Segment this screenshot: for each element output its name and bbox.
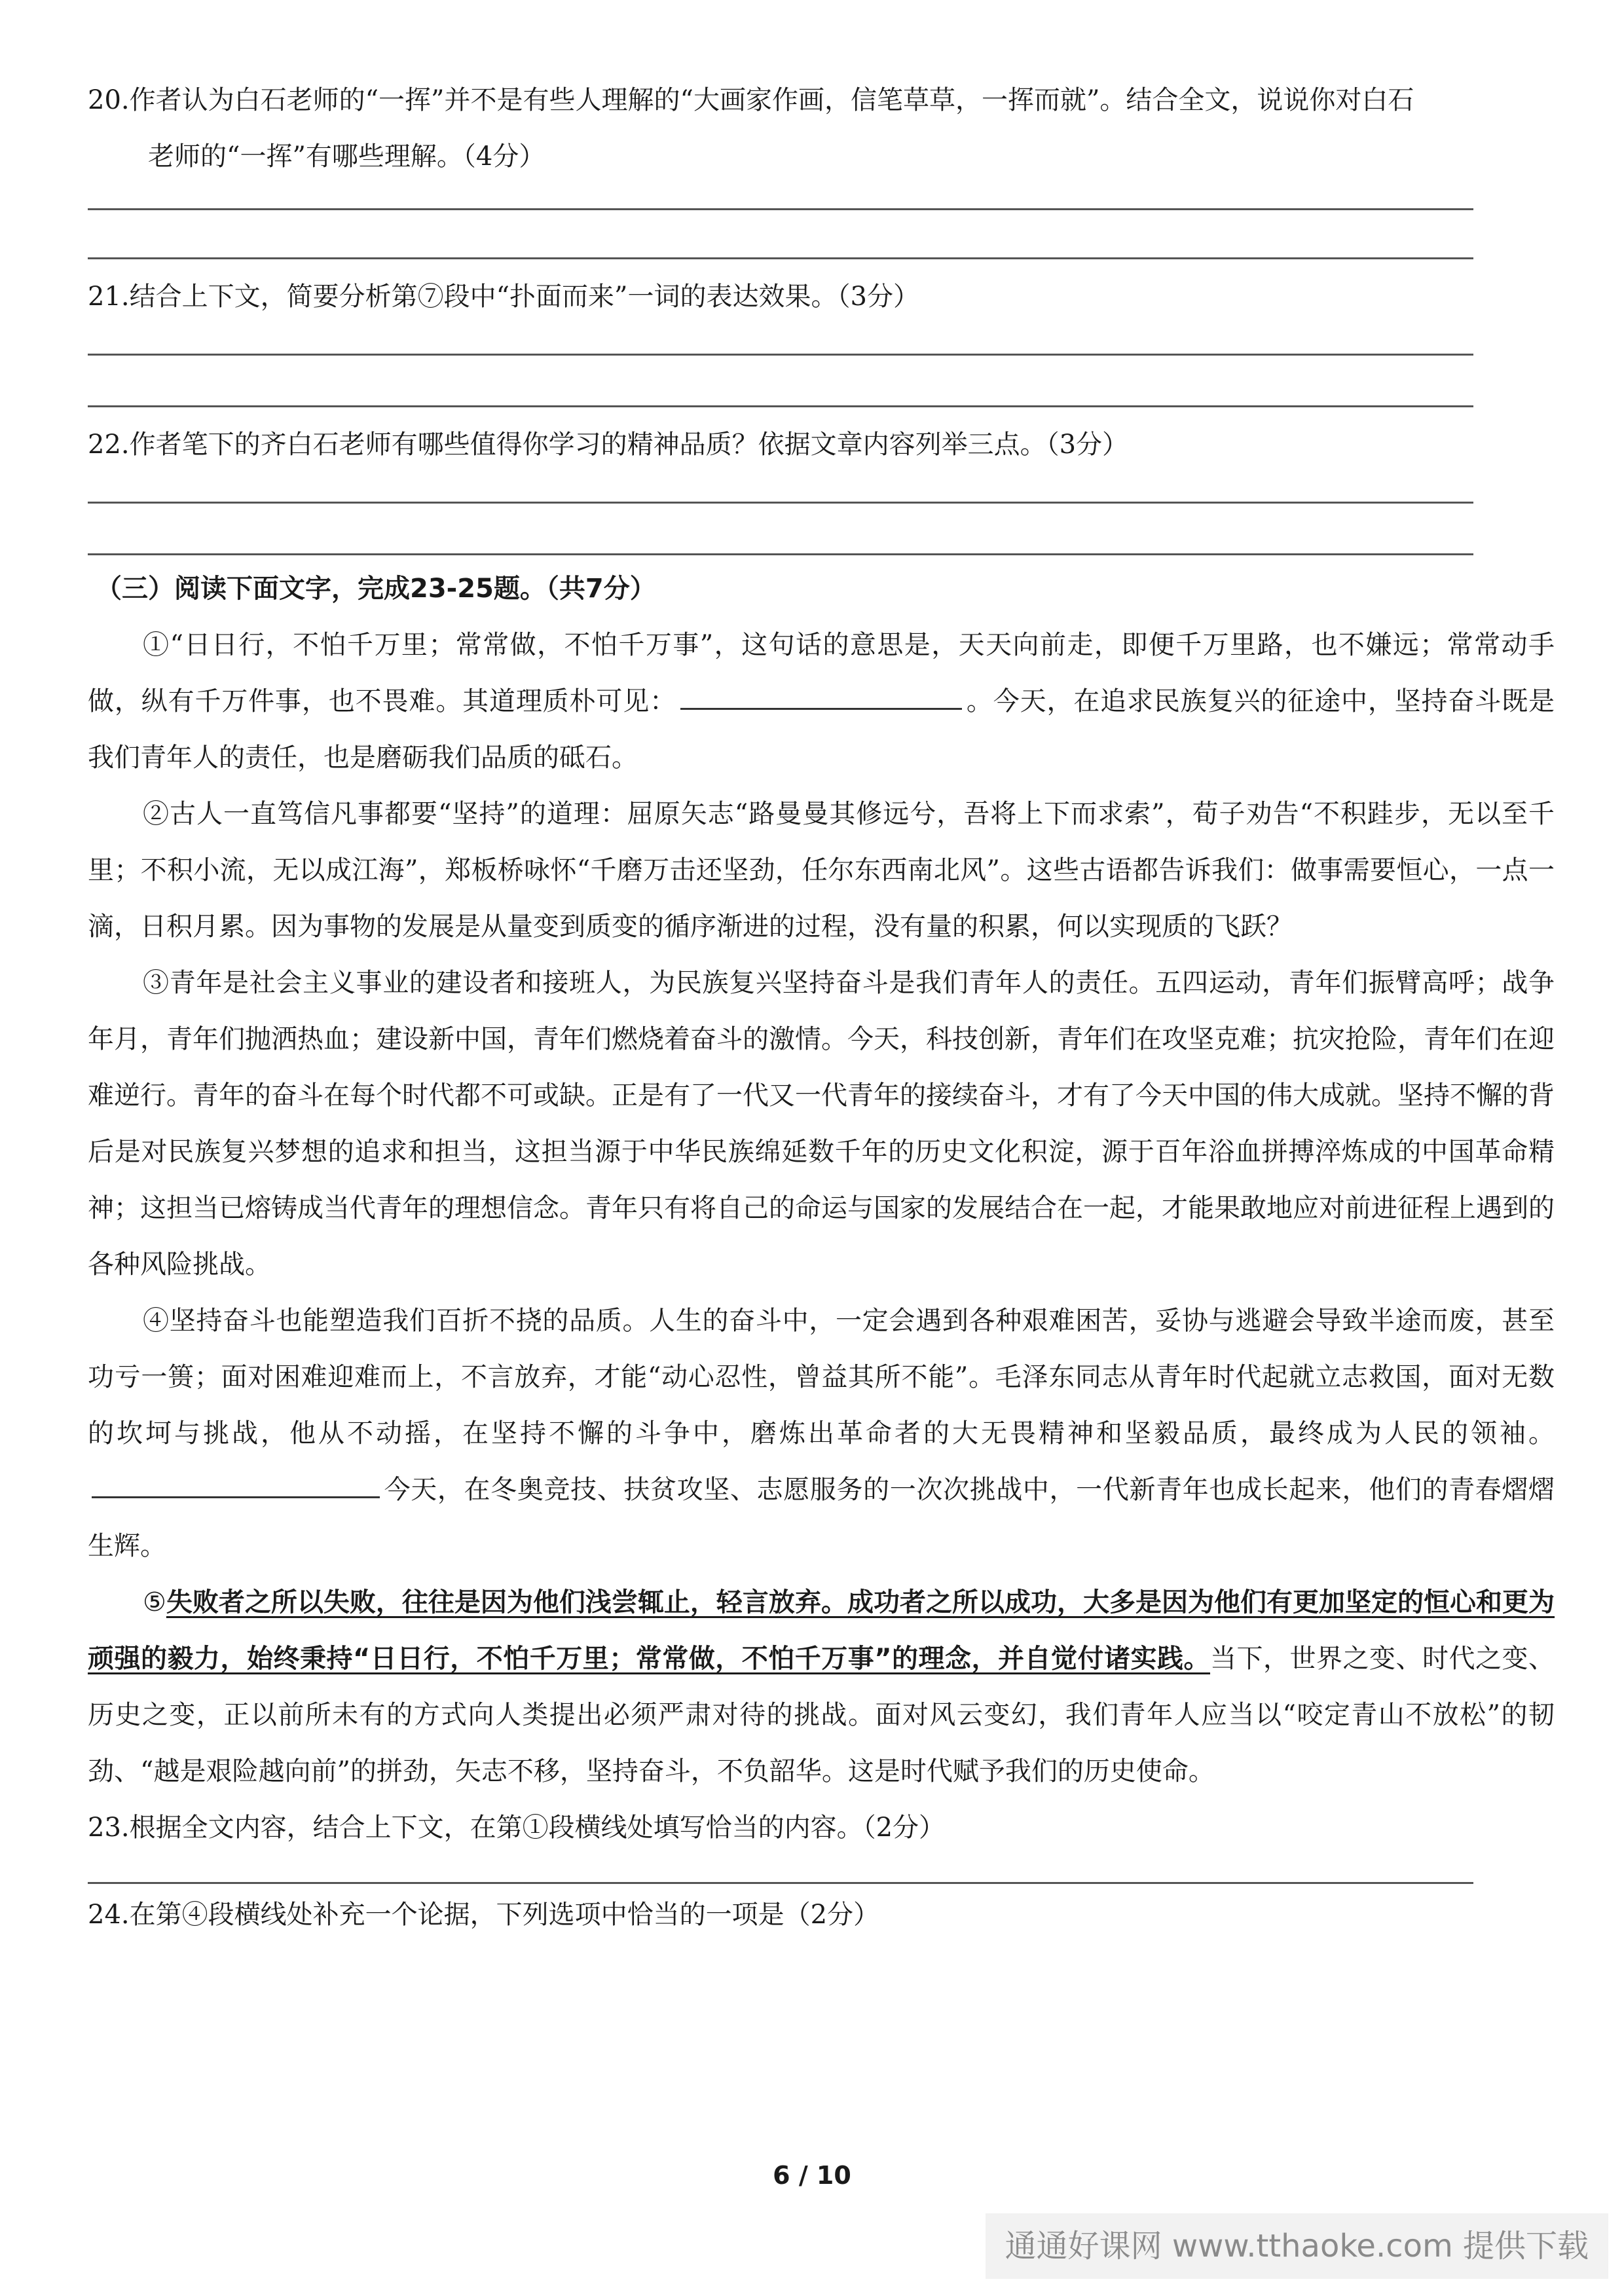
page-content <box>88 72 1555 1943</box>
fill-blank-1[interactable] <box>680 684 962 710</box>
question-21: 21.结合上下文，简要分析第⑦段中“扑面而来”一词的表达效果。（3分） <box>88 282 919 312</box>
paragraph-5 <box>88 1574 1555 1799</box>
paragraph-1-text-before: ①“日日行，不怕千万里；常常做，不怕千万事”，这句话的意思是，天天向前走，即便千万里路，也不嫌远；常常动手做，纵有千万件事，也不畏难。其道理质朴可见： <box>88 630 1555 716</box>
paragraph-1-text-after: 。今天，在追求民族复兴的征途中，坚持奋斗既是我们青年人的责任，也是磨砺我们品质的砥石。 <box>88 686 1555 773</box>
paragraph-5-emphasized-text: 失败者之所以失败，往往是因为他们浅尝辄止，轻言放弃。成功者之所以成功，大多是因为他们有更加坚定的恒心和更为顽强的毅力，始终秉持“日日行，不怕千万里；常常做，不怕千万事”的理念，并自觉付诸实践。 <box>88 1587 1555 1674</box>
question-24: 24.在第④段横线处补充一个论据，下列选项中恰当的一项是（2分） <box>88 1900 880 1930</box>
question-22: 22.作者笔下的齐白石老师有哪些值得你学习的精神品质？依据文章内容列举三点。（3分） <box>88 430 1129 460</box>
paragraph-4-text-before: ④坚持奋斗也能塑造我们百折不挠的品质。人生的奋斗中，一定会遇到各种艰难困苦，妥协与逃避会导致半途而废，甚至功亏一篑；面对困难迎难而上，不言放弃，才能“动心忍性，曾益其所不能”。毛泽东同志从青年时代起就立志救国，面对无数的坎坷与挑战，他从不动摇，在坚持不懈的斗争中，磨炼出革命者的大无畏精神和坚毅品质，最终成为人民的领袖。 <box>88 1306 1555 1448</box>
footer-watermark: 通通好课网 www.tthaoke.com 提供下载 <box>986 2213 1608 2279</box>
question-20-line2: 老师的“一挥”有哪些理解。（4分） <box>148 141 545 172</box>
paragraph-4 <box>88 1293 1555 1574</box>
paragraph-1 <box>88 617 1555 786</box>
paragraph-5-marker: ⑤ <box>143 1587 166 1617</box>
question-20 <box>88 72 1555 185</box>
question-20-line1: 20.作者认为白石老师的“一挥”并不是有些人理解的“大画家作画，信笔草草，一挥而就”。结合全文，说说你对白石 <box>88 85 1414 115</box>
question-23: 23.根据全文内容，结合上下文，在第①段横线处填写恰当的内容。（2分） <box>88 1813 946 1843</box>
page-number: 6 / 10 <box>773 2161 851 2190</box>
fill-blank-2[interactable] <box>92 1473 380 1498</box>
paragraph-2: ②古人一直笃信凡事都要“坚持”的道理：屈原矢志“路曼曼其修远兮，吾将上下而求索”，荀子劝告“不积跬步，无以至千里；不积小流，无以成江海”，郑板桥咏怀“千磨万击还坚劲，任尔东西南北风”。这些古语都告诉我们：做事需要恒心，一点一滴，日积月累。因为事物的发展是从量变到质变的循序渐进的过程，没有量的积累，何以实现质的飞跃？ <box>88 799 1555 942</box>
paragraph-3: ③青年是社会主义事业的建设者和接班人，为民族复兴坚持奋斗是我们青年人的责任。五四运动，青年们振臂高呼；战争年月，青年们抛洒热血；建设新中国，青年们燃烧着奋斗的激情。今天，科技创新，青年们在攻坚克难；抗灾抢险，青年们在迎难逆行。青年的奋斗在每个时代都不可或缺。正是有了一代又一代青年的接续奋斗，才有了今天中国的伟大成就。坚持不懈的背后是对民族复兴梦想的追求和担当，这担当源于中华民族绵延数千年的历史文化积淀，源于百年浴血拼搏淬炼成的中国革命精神；这担当已熔铸成当代青年的理想信念。青年只有将自己的命运与国家的发展结合在一起，才能果敢地应对前进征程上遇到的各种风险挑战。 <box>88 968 1555 1280</box>
section-title: （三）阅读下面文字，完成23-25题。（共7分） <box>96 574 656 604</box>
paragraph-5-text: 当下，世界之变、时代之变、历史之变，正以前所未有的方式向人类提出必须严肃对待的挑战。面对风云变幻，我们青年人应当以“咬定青山不放松”的韧劲、“越是艰险越向前”的拼劲，矢志不移，坚持奋斗，不负韶华。这是时代赋予我们的历史使命。 <box>88 1644 1555 1786</box>
paragraph-4-text-after: 今天，在冬奥竞技、扶贫攻坚、志愿服务的一次次挑战中，一代新青年也成长起来，他们的青春熠熠生辉。 <box>88 1475 1555 1561</box>
